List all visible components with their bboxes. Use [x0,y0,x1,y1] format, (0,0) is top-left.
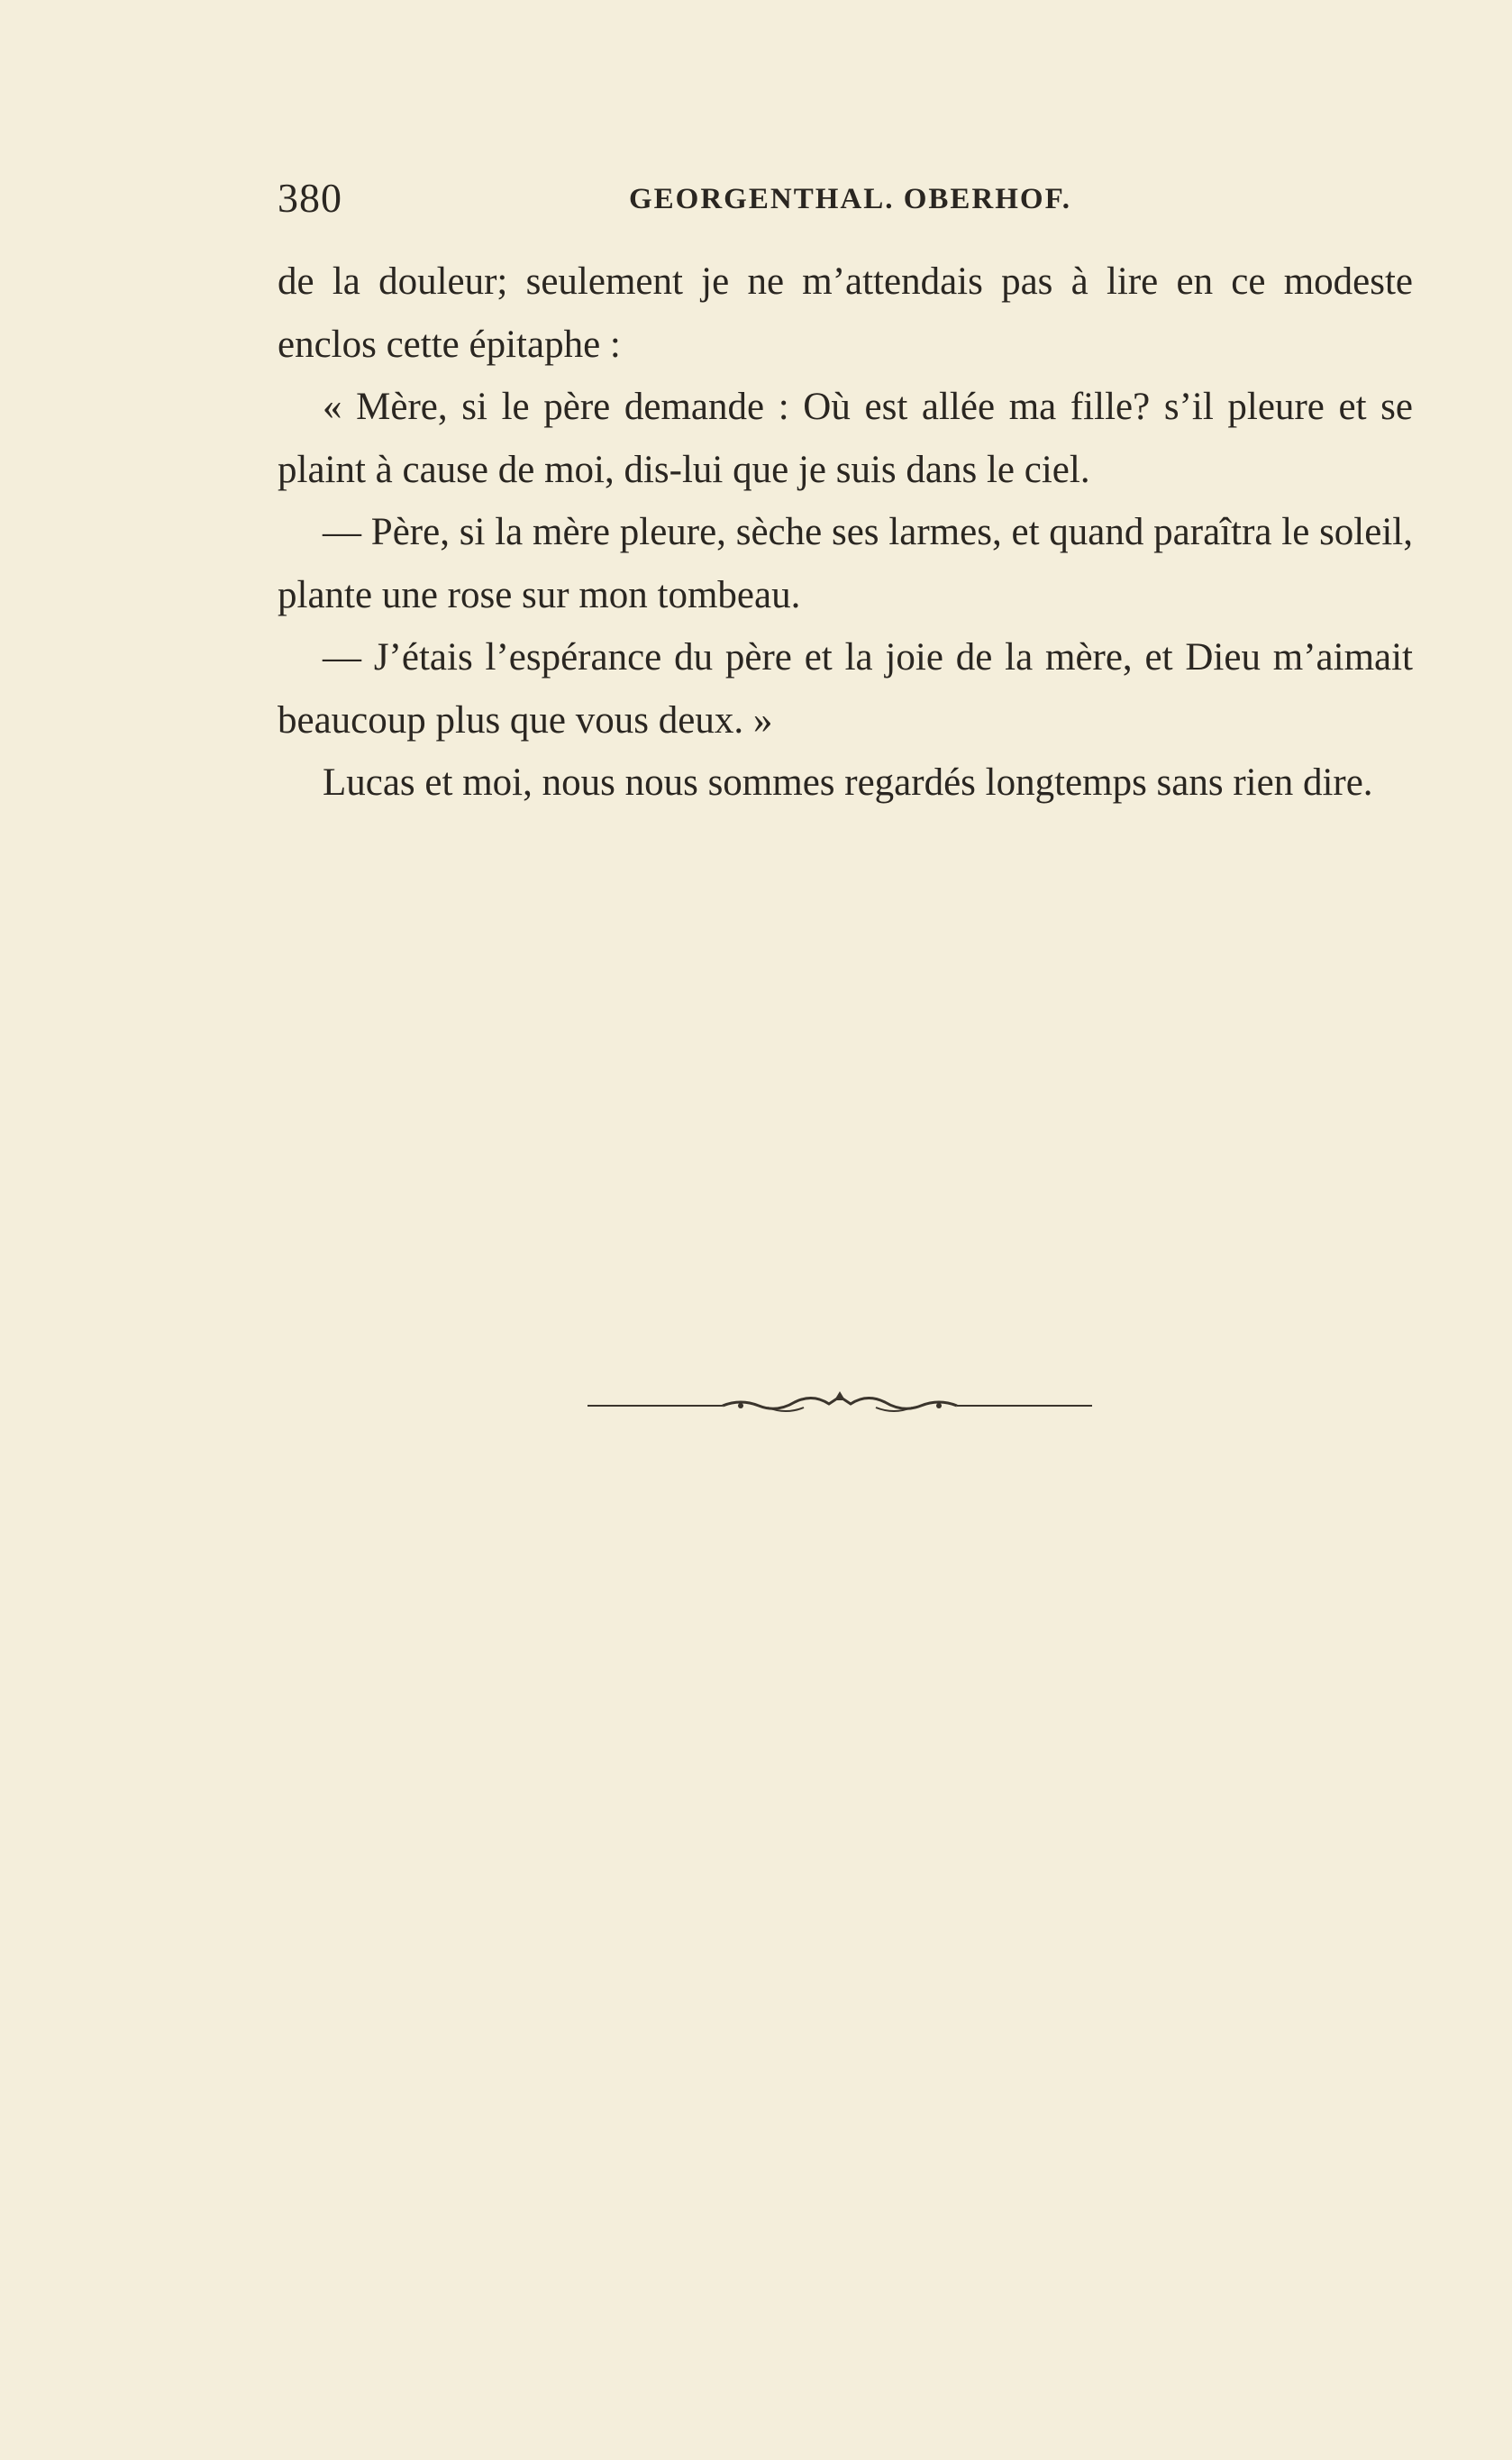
paragraph-epitaph-2: — Père, si la mère pleure, sèche ses larmes, et quand paraîtra le soleil, plante une rose sur mon tombeau. [278,511,1413,616]
paragraph-epitaph-3: — J’étais l’espérance du père et la joie de la mère, et Dieu m’aimait beaucoup plus que vous deux. » [278,636,1413,742]
body-text [278,251,1413,815]
running-title: GEORGENTHAL. OBERHOF. [629,183,1071,215]
page-number: 380 [278,175,342,221]
ornamental-rule-icon [587,1386,1092,1426]
page-header [278,171,1415,234]
paragraph-closing: Lucas et moi, nous nous sommes regardés longtemps sans rien dire. [323,761,1373,804]
paragraph-continuation: de la douleur; seulement je ne m’attendais pas à lire en ce modeste enclos cette épitaphe : [278,260,1413,366]
paragraph-epitaph-1: « Mère, si le père demande : Où est allée ma fille? s’il pleure et se plaint à cause de moi, dis-lui que je suis dans le ciel. [278,386,1413,491]
